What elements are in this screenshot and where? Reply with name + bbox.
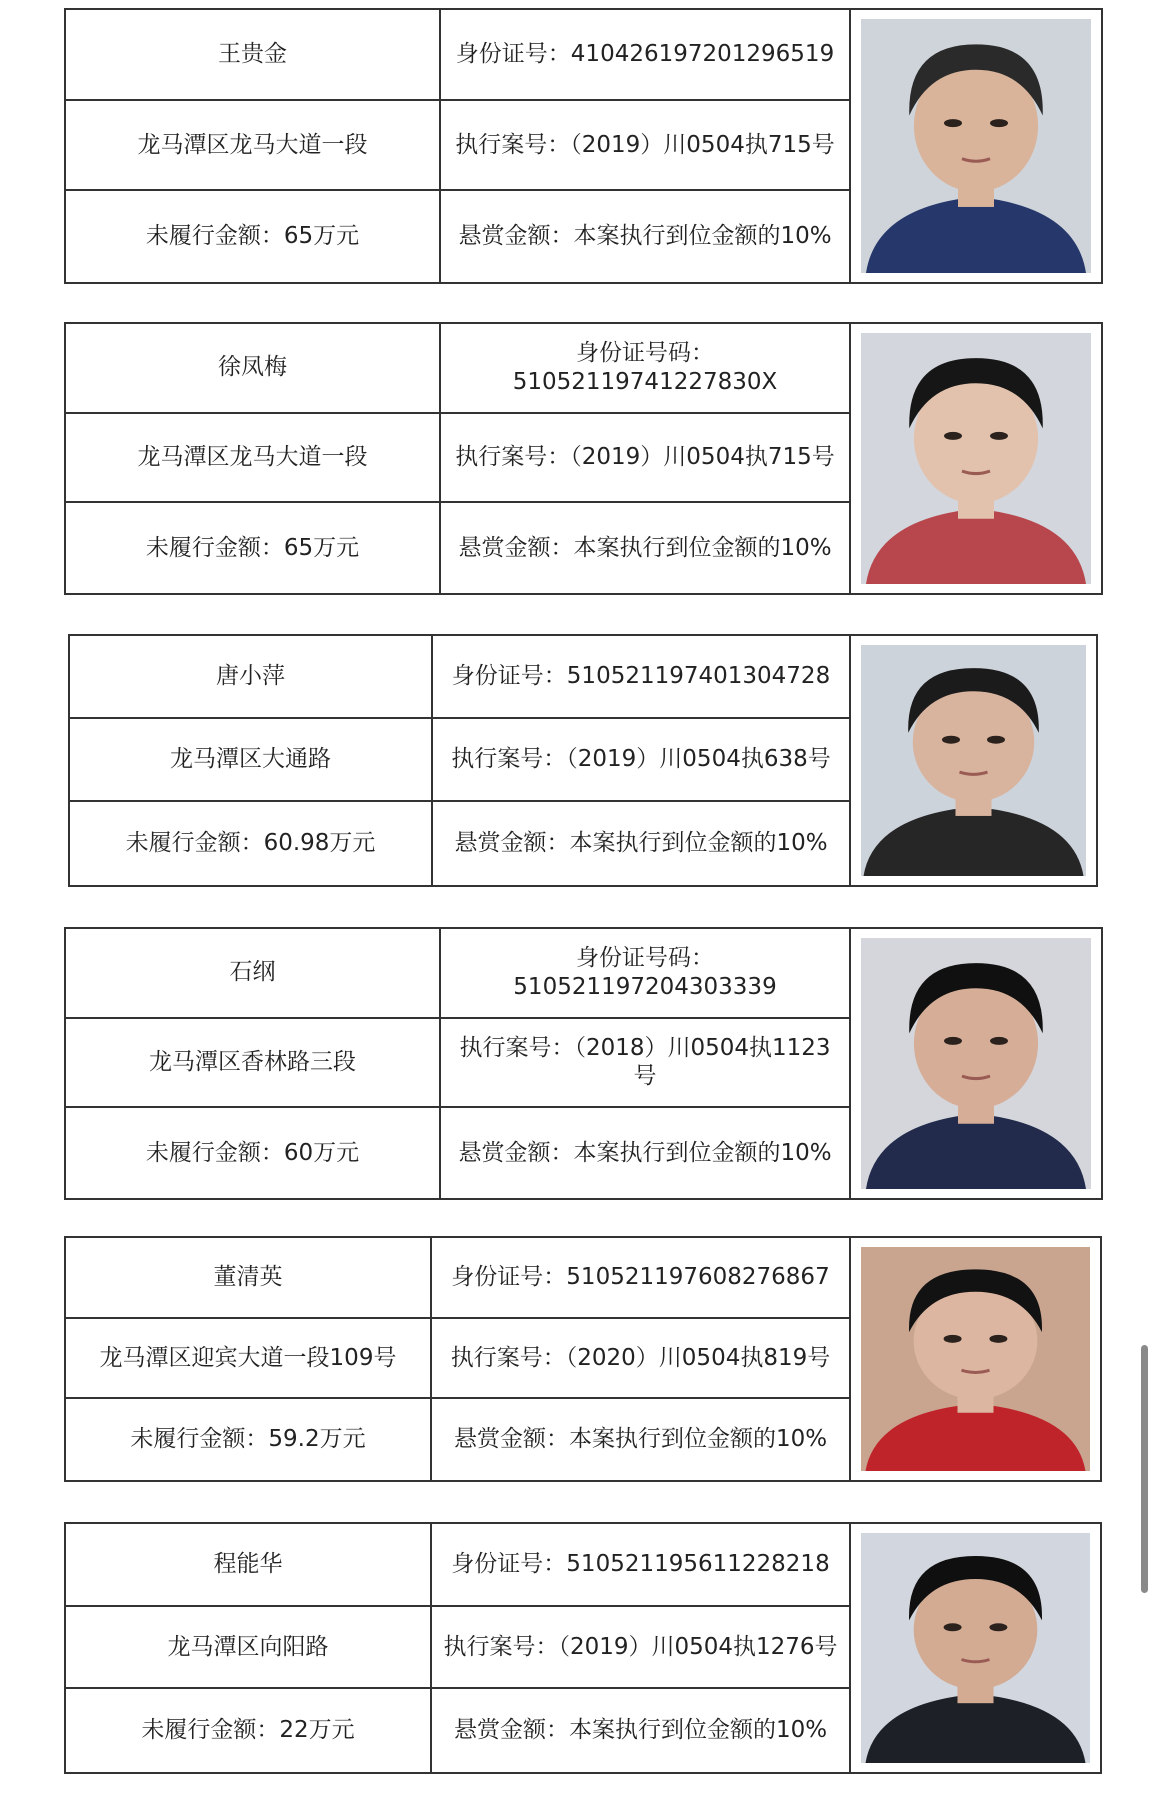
name-cell: 董清英	[66, 1238, 432, 1319]
id-number-cell: 身份证号：510521195611228218	[432, 1524, 851, 1607]
suspect-photo	[851, 636, 1098, 885]
suspect-photo	[851, 1238, 1102, 1480]
id-number-cell: 身份证号：410426197201296519	[441, 10, 851, 101]
name-cell: 石纲	[66, 929, 441, 1019]
suspect-record	[64, 8, 1103, 284]
suspect-record	[64, 1236, 1102, 1482]
case-number-cell: 执行案号：（2019）川0504执1276号	[432, 1607, 851, 1690]
id-number-cell: 身份证号：510521197401304728	[433, 636, 851, 719]
suspect-photo	[851, 324, 1103, 593]
address-cell: 龙马潭区龙马大道一段	[66, 101, 441, 192]
suspect-photo	[851, 1524, 1102, 1772]
reward-amount-cell: 悬赏金额：本案执行到位金额的10%	[441, 503, 851, 593]
suspect-record	[64, 927, 1103, 1200]
owed-amount-cell: 未履行金额：60.98万元	[70, 802, 433, 885]
case-number-cell: 执行案号：（2019）川0504执715号	[441, 414, 851, 504]
owed-amount-cell: 未履行金额：65万元	[66, 503, 441, 593]
reward-amount-cell: 悬赏金额：本案执行到位金额的10%	[432, 1689, 851, 1772]
case-number-cell: 执行案号：（2020）川0504执819号	[432, 1319, 851, 1400]
case-number-cell: 执行案号：（2019）川0504执638号	[433, 719, 851, 802]
suspect-record	[68, 634, 1098, 887]
name-cell: 王贵金	[66, 10, 441, 101]
suspect-photo	[851, 929, 1103, 1198]
reward-amount-cell: 悬赏金额：本案执行到位金额的10%	[441, 191, 851, 282]
owed-amount-cell: 未履行金额：59.2万元	[66, 1399, 432, 1480]
owed-amount-cell: 未履行金额：22万元	[66, 1689, 432, 1772]
suspect-photo	[851, 10, 1103, 282]
suspect-record	[64, 1522, 1102, 1774]
reward-amount-cell: 悬赏金额：本案执行到位金额的10%	[433, 802, 851, 885]
address-cell: 龙马潭区迎宾大道一段109号	[66, 1319, 432, 1400]
id-number-cell: 身份证号码：510521197204303339	[441, 929, 851, 1019]
scrollbar[interactable]	[1141, 1345, 1148, 1593]
case-number-cell: 执行案号：（2018）川0504执1123号	[441, 1019, 851, 1109]
reward-amount-cell: 悬赏金额：本案执行到位金额的10%	[441, 1108, 851, 1198]
owed-amount-cell: 未履行金额：60万元	[66, 1108, 441, 1198]
address-cell: 龙马潭区向阳路	[66, 1607, 432, 1690]
address-cell: 龙马潭区大通路	[70, 719, 433, 802]
reward-amount-cell: 悬赏金额：本案执行到位金额的10%	[432, 1399, 851, 1480]
case-number-cell: 执行案号：（2019）川0504执715号	[441, 101, 851, 192]
name-cell: 程能华	[66, 1524, 432, 1607]
id-number-cell: 身份证号：510521197608276867	[432, 1238, 851, 1319]
suspect-record	[64, 322, 1103, 595]
name-cell: 徐凤梅	[66, 324, 441, 414]
id-number-cell: 身份证号码：51052119741227830X	[441, 324, 851, 414]
name-cell: 唐小萍	[70, 636, 433, 719]
address-cell: 龙马潭区香林路三段	[66, 1019, 441, 1109]
address-cell: 龙马潭区龙马大道一段	[66, 414, 441, 504]
owed-amount-cell: 未履行金额：65万元	[66, 191, 441, 282]
